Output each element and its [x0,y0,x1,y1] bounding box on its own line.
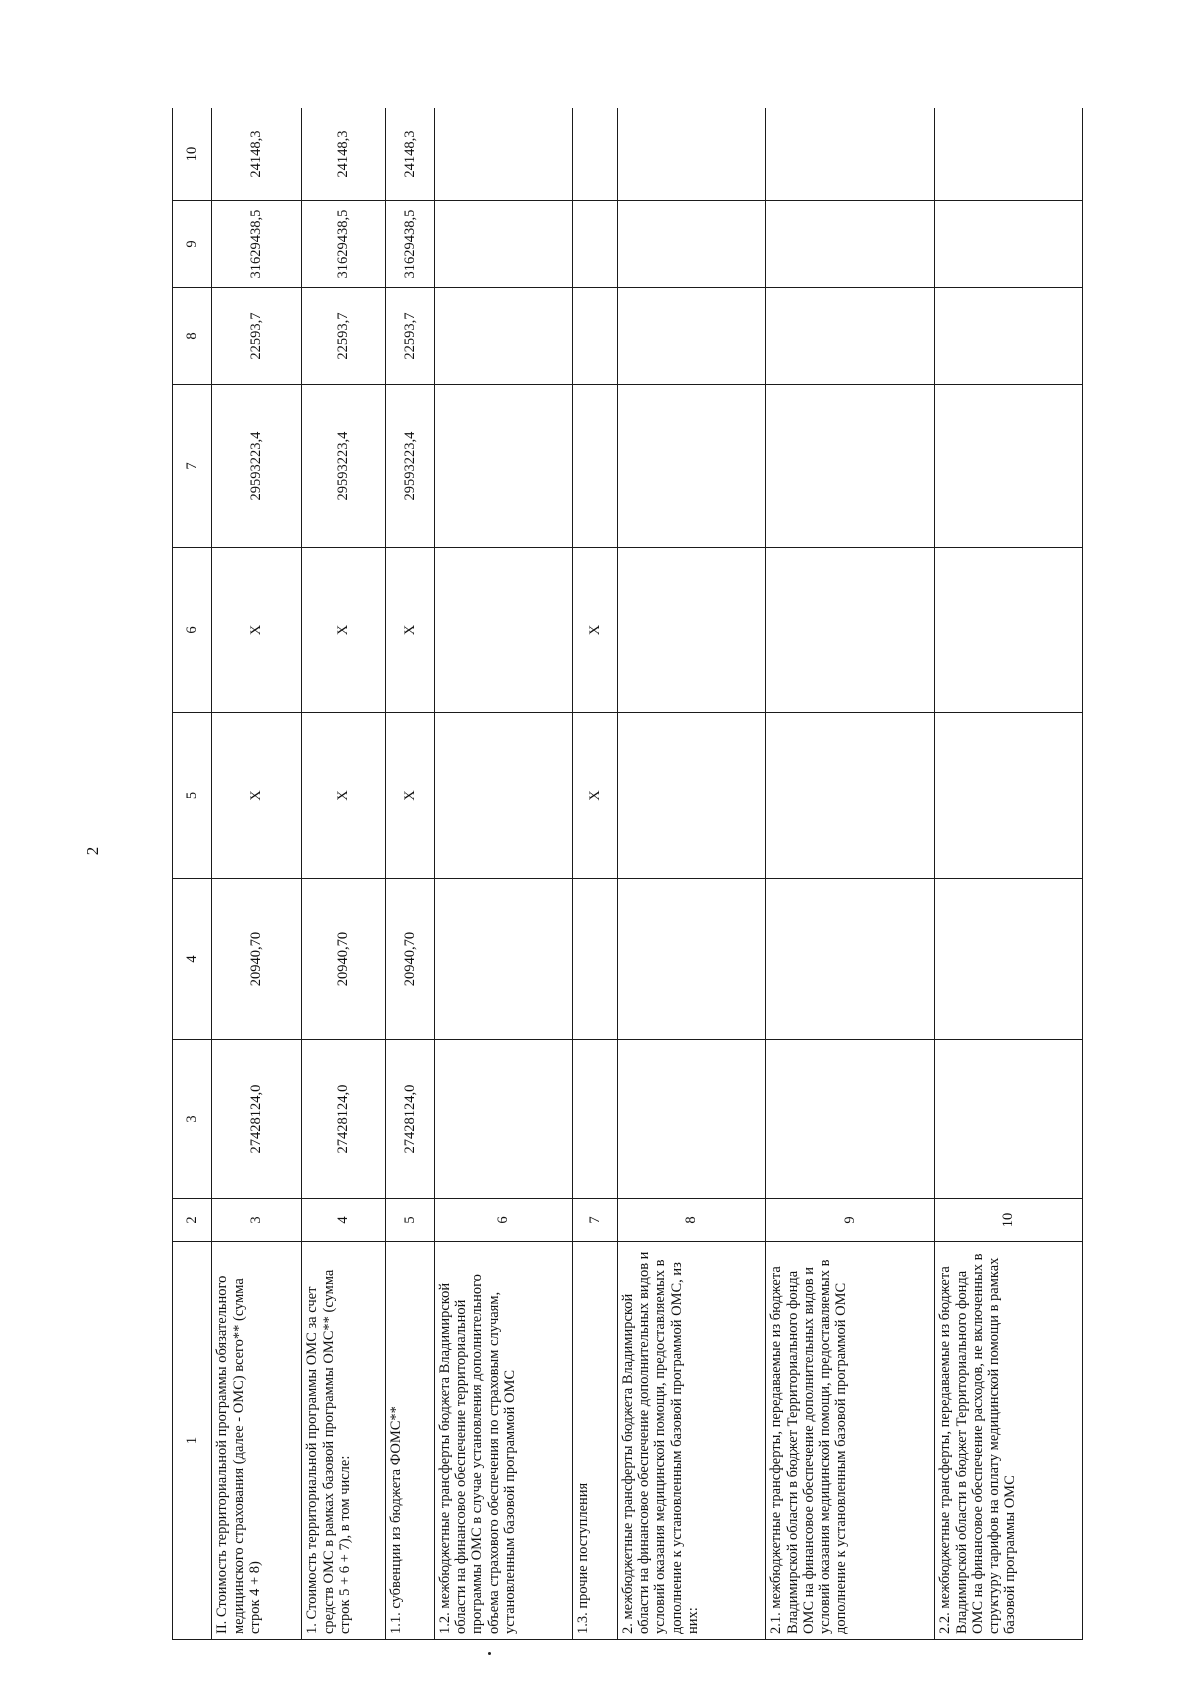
cell-col-7: 29593223,4 [212,385,302,548]
col-header-4: 4 [173,879,212,1040]
cell-col-7 [935,385,1083,548]
cell-col-4 [766,879,935,1040]
cell-col-4 [935,879,1083,1040]
cell-col-10 [434,108,573,201]
row-number: 7 [573,1199,617,1242]
budget-table-frame [172,108,1083,1640]
row-number: 4 [302,1199,386,1242]
cell-col-6 [766,548,935,713]
header-row [173,108,212,1640]
col-header-7: 7 [173,385,212,548]
row-description: 1.3. прочие поступления [573,1242,617,1640]
cell-col-3: 27428124,0 [302,1040,386,1199]
cell-col-6 [617,548,766,713]
cell-col-5: X [386,713,435,879]
cell-col-3: 27428124,0 [212,1040,302,1199]
cell-col-5 [617,713,766,879]
row-description: 2.1. межбюджетные трансферты, передаваемые из бюджета Владимирской области в бюджет Территориального фонда ОМС на финансовое обеспечение дополнительных видов и условий оказания медицинской помощи, предоставляемых в дополнение к установленным базовой программой ОМС [766,1242,935,1640]
cell-col-9: 31629438,5 [302,201,386,288]
row-description: II. Стоимость территориальной программы обязательного медицинского страхования (далее - ОМС) всего** (сумма строк 4 + 8) [212,1242,302,1640]
col-header-5: 5 [173,713,212,879]
cell-col-10: 24148,3 [212,108,302,201]
row-description: 1.1. субвенции из бюджета ФОМС** [386,1242,435,1640]
cell-col-10 [935,108,1083,201]
cell-col-5: X [302,713,386,879]
table-row [617,108,766,1640]
row-description: 2.2. межбюджетные трансферты, передаваемые из бюджета Владимирской области в бюджет Территориального фонда ОМС на финансовое обеспечение расходов, не включенных в структуру тарифов на оплату медицинской помощи в рамках базовой программы ОМС [935,1242,1083,1640]
cell-col-5 [434,713,573,879]
cell-col-5: X [573,713,617,879]
cell-col-6: X [573,548,617,713]
cell-col-7 [573,385,617,548]
table-row [766,108,935,1640]
cell-col-9: 31629438,5 [212,201,302,288]
cell-col-3 [434,1040,573,1199]
cell-col-9 [434,201,573,288]
cell-col-6 [935,548,1083,713]
cell-col-4: 20940,70 [386,879,435,1040]
cell-col-3: 27428124,0 [386,1040,435,1199]
row-number: 5 [386,1199,435,1242]
cell-col-8: 22593,7 [386,288,435,385]
cell-col-8 [434,288,573,385]
table-row [434,108,573,1640]
cell-col-9 [935,201,1083,288]
row-number: 3 [212,1199,302,1242]
cell-col-8: 22593,7 [212,288,302,385]
col-header-1: 1 [173,1242,212,1640]
row-description: 1. Стоимость территориальной программы ОМС за счет средств ОМС в рамках базовой программы ОМС** (сумма строк 5 + 6 + 7), в том числе: [302,1242,386,1640]
scan-speck [488,1652,491,1655]
cell-col-9 [573,201,617,288]
cell-col-10 [573,108,617,201]
budget-table [172,108,1083,1640]
cell-col-4 [617,879,766,1040]
cell-col-10 [617,108,766,201]
page-number: 2 [83,846,102,856]
cell-col-8 [935,288,1083,385]
cell-col-7 [434,385,573,548]
cell-col-5: X [212,713,302,879]
cell-col-8 [617,288,766,385]
row-description: 1.2. межбюджетные трансферты бюджета Владимирской области на финансовое обеспечение территориальной программы ОМС в случае установления дополнительного объема страхового обеспечения по страховым случаям, установленным базовой программой ОМС [434,1242,573,1640]
cell-col-4 [434,879,573,1040]
cell-col-8 [573,288,617,385]
row-number: 9 [766,1199,935,1242]
cell-col-7 [617,385,766,548]
cell-col-7 [766,385,935,548]
cell-col-4 [573,879,617,1040]
cell-col-6 [434,548,573,713]
table-row [386,108,435,1640]
cell-col-8: 22593,7 [302,288,386,385]
cell-col-6: X [386,548,435,713]
col-header-2: 2 [173,1199,212,1242]
cell-col-4: 20940,70 [302,879,386,1040]
table-row [935,108,1083,1640]
cell-col-3 [617,1040,766,1199]
cell-col-9 [617,201,766,288]
cell-col-5 [766,713,935,879]
cell-col-10: 24148,3 [302,108,386,201]
cell-col-7: 29593223,4 [302,385,386,548]
row-number: 6 [434,1199,573,1242]
cell-col-3 [766,1040,935,1199]
cell-col-5 [935,713,1083,879]
table-row [573,108,617,1640]
cell-col-6: X [212,548,302,713]
table-row [212,108,302,1640]
cell-col-9: 31629438,5 [386,201,435,288]
col-header-9: 9 [173,201,212,288]
row-description: 2. межбюджетные трансферты бюджета Владимирской области на финансовое обеспечение дополнительных видов и условий оказания медицинской помощи, предоставляемых в дополнение к установленным базовой программой ОМС, из них: [617,1242,766,1640]
cell-col-6: X [302,548,386,713]
cell-col-3 [573,1040,617,1199]
cell-col-3 [935,1040,1083,1199]
cell-col-8 [766,288,935,385]
col-header-3: 3 [173,1040,212,1199]
cell-col-10 [766,108,935,201]
table-row [302,108,386,1640]
row-number: 10 [935,1199,1083,1242]
cell-col-4: 20940,70 [212,879,302,1040]
col-header-8: 8 [173,288,212,385]
cell-col-7: 29593223,4 [386,385,435,548]
col-header-6: 6 [173,548,212,713]
cell-col-9 [766,201,935,288]
rotated-table-wrapper [172,108,1083,1640]
cell-col-10: 24148,3 [386,108,435,201]
row-number: 8 [617,1199,766,1242]
col-header-10: 10 [173,108,212,201]
